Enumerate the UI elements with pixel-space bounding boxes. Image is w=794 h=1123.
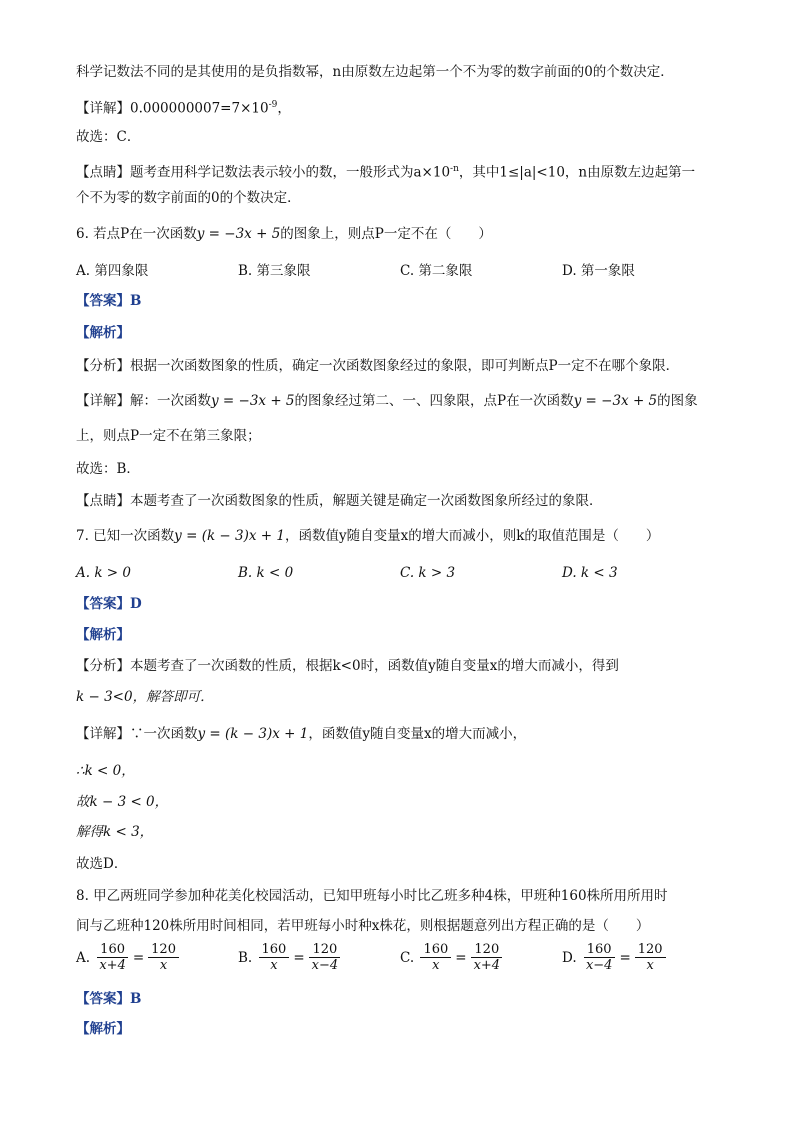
dianjing-line: 【点睛】题考查用科学记数法表示较小的数，一般形式为$a\times 10^{-n}$，其中1≤|a|<10，n由原数左边起第一	[76, 164, 696, 181]
question-6-stem: 6. 若点P在一次函数y = −3x + 5的图象上，则点P一定不在（ ）	[76, 226, 492, 242]
q8-option-c: C. $\frac{160}{x}$ = $\frac{120}{x+4}$	[400, 942, 505, 973]
question-8-stem: 8. 甲乙两班同学参加种花美化校园活动，已知甲班每小时比乙班多种4株，甲班种160株所用所用时	[76, 888, 668, 904]
text-line: 个不为零的数字前面的0的个数决定．	[76, 190, 301, 206]
text-line: 科学记数法不同的是其使用的是负指数幂，n由原数左边起第一个不为零的数字前面的0的个数决定．	[76, 64, 674, 80]
detail-line: 【详解】$0.000000007=7\times 10^{-9}$，	[76, 100, 291, 117]
q8-answer: 【答案】B	[76, 991, 142, 1007]
q6-option-d: D. 第一象限	[562, 263, 635, 279]
q7-option-d: D. k < 3	[562, 565, 618, 581]
q6-answer: 【答案】B	[76, 293, 142, 309]
q7-step-3: 解得k < 3，	[76, 824, 154, 840]
q6-jiexi: 【解析】	[76, 325, 130, 341]
q7-choose: 故选D．	[76, 856, 128, 872]
q7-jiexi: 【解析】	[76, 627, 130, 643]
q7-step-1: ∴k < 0，	[76, 763, 135, 779]
q6-option-a: A. 第四象限	[76, 263, 149, 279]
q8-option-b: B. $\frac{160}{x}$ = $\frac{120}{x-4}$	[238, 942, 343, 973]
q6-choose: 故选：B．	[76, 461, 140, 477]
q6-option-b: B. 第三象限	[238, 263, 311, 279]
q7-step-2: 故k − 3 < 0，	[76, 794, 169, 810]
q7-option-a: A. k > 0	[76, 565, 131, 581]
q6-option-c: C. 第二象限	[400, 263, 473, 279]
q6-dianjing: 【点睛】本题考查了一次函数图象的性质，解题关键是确定一次函数图象所经过的象限．	[76, 493, 603, 509]
q7-fenxi: 【分析】本题考查了一次函数的性质，根据k<0时，函数值y随自变量x的增大而减小，得到	[76, 658, 619, 674]
q8-option-a: A. $\frac{160}{x+4}$ = $\frac{120}{x}$	[76, 942, 181, 973]
question-8-stem-cont: 间与乙班种120株所用时间相同，若甲班每小时种x株花，则根据题意列出方程正确的是（ ）	[76, 918, 650, 934]
q7-fenxi-cont: k − 3<0，解答即可．	[76, 689, 214, 705]
choose-line: 故选：C．	[76, 129, 141, 145]
q6-detail: 【详解】解：一次函数y = −3x + 5的图象经过第二、一、四象限，点P在一次函数y = −3x + 5的图象	[76, 393, 698, 409]
q8-jiexi: 【解析】	[76, 1021, 130, 1037]
q7-answer: 【答案】D	[76, 596, 142, 612]
q7-detail: 【详解】∵一次函数y = (k − 3)x + 1，函数值y随自变量x的增大而减小，	[76, 726, 527, 742]
q7-option-b: B. k < 0	[238, 565, 294, 581]
q8-option-d: D. $\frac{160}{x-4}$ = $\frac{120}{x}$	[562, 942, 668, 973]
q6-detail-cont: 上，则点P一定不在第三象限；	[76, 428, 261, 444]
q6-fenxi: 【分析】根据一次函数图象的性质，确定一次函数图象经过的象限，即可判断点P一定不在哪个象限．	[76, 358, 680, 374]
q7-option-c: C. k > 3	[400, 565, 456, 581]
question-7-stem: 7. 已知一次函数y = (k − 3)x + 1，函数值y随自变量x的增大而减小，则k的取值范围是（ ）	[76, 528, 660, 544]
